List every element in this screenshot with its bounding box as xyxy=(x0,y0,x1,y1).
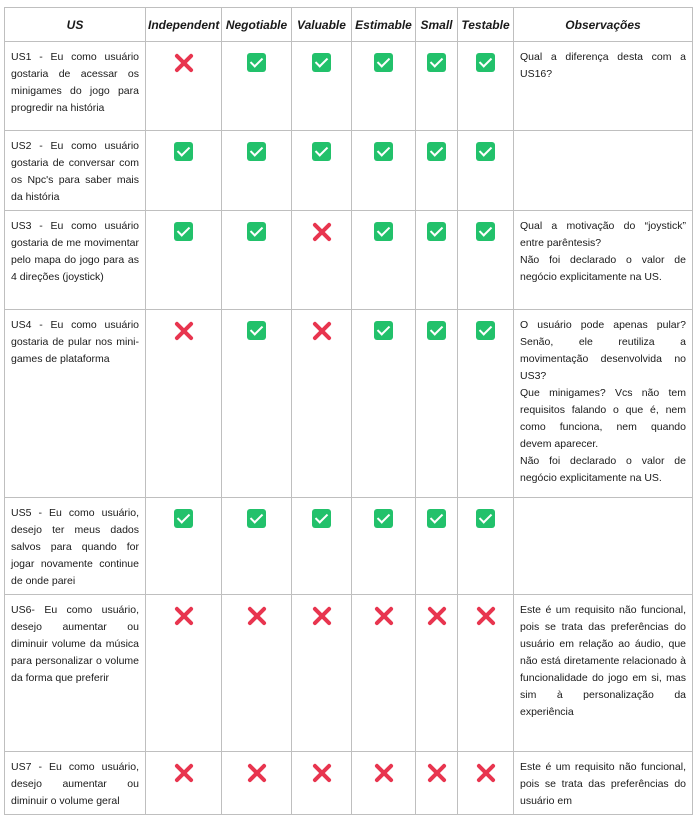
table-row xyxy=(5,752,693,815)
cross-icon xyxy=(374,763,394,783)
cross-icon xyxy=(174,53,194,73)
criterion-cell xyxy=(146,42,222,131)
check-icon xyxy=(476,321,495,340)
check-icon xyxy=(427,321,446,340)
check-icon xyxy=(374,142,393,161)
cross-icon xyxy=(427,606,447,626)
header-testable: Testable xyxy=(458,8,514,42)
user-story-text: US7 - Eu como usuário, desejo aumentar ou diminuir o volume geral xyxy=(5,752,146,815)
criterion-cell xyxy=(416,131,458,211)
criterion-cell xyxy=(222,595,292,752)
criterion-cell xyxy=(292,498,352,595)
criterion-cell xyxy=(458,595,514,752)
cross-icon xyxy=(247,763,267,783)
observation-text: Não foi declarado o valor de negócio explicitamente na US. xyxy=(520,455,686,484)
criterion-cell xyxy=(292,131,352,211)
check-icon xyxy=(427,509,446,528)
criterion-cell xyxy=(458,131,514,211)
check-icon xyxy=(476,509,495,528)
criterion-cell xyxy=(416,42,458,131)
check-icon xyxy=(476,142,495,161)
criterion-cell xyxy=(352,498,416,595)
check-icon xyxy=(174,509,193,528)
check-icon xyxy=(374,321,393,340)
cross-icon xyxy=(174,763,194,783)
header-negotiable: Negotiable xyxy=(222,8,292,42)
table-row xyxy=(5,310,693,498)
check-icon xyxy=(174,222,193,241)
cross-icon xyxy=(174,606,194,626)
criterion-cell xyxy=(352,595,416,752)
criterion-cell xyxy=(352,211,416,310)
check-icon xyxy=(247,53,266,72)
criterion-cell xyxy=(222,211,292,310)
header-estimable: Estimable xyxy=(352,8,416,42)
observation-text: O usuário pode apenas pular? Senão, ele reutiliza a movimentação desenvolvida no US3? xyxy=(520,319,686,382)
criterion-cell xyxy=(458,211,514,310)
header-us: US xyxy=(5,8,146,42)
check-icon xyxy=(476,222,495,241)
criterion-cell xyxy=(146,498,222,595)
criterion-cell xyxy=(458,498,514,595)
observation-cell xyxy=(514,310,693,498)
header-valuable: Valuable xyxy=(292,8,352,42)
cross-icon xyxy=(247,606,267,626)
observation-text: Qual a diferença desta com a US16? xyxy=(520,51,686,80)
criterion-cell xyxy=(146,310,222,498)
observation-cell xyxy=(514,752,693,815)
criterion-cell xyxy=(292,595,352,752)
header-independent: Independent xyxy=(146,8,222,42)
observation-text: Qual a motivação do “joystick” entre parêntesis? xyxy=(520,220,686,249)
criterion-cell xyxy=(458,752,514,815)
check-icon xyxy=(427,142,446,161)
observation-cell xyxy=(514,498,693,595)
check-icon xyxy=(174,142,193,161)
criterion-cell xyxy=(458,42,514,131)
cross-icon xyxy=(374,606,394,626)
criterion-cell xyxy=(222,131,292,211)
observation-cell xyxy=(514,211,693,310)
cross-icon xyxy=(427,763,447,783)
criterion-cell xyxy=(416,752,458,815)
observation-cell xyxy=(514,131,693,211)
criterion-cell xyxy=(222,498,292,595)
criterion-cell xyxy=(146,752,222,815)
check-icon xyxy=(476,53,495,72)
criterion-cell xyxy=(352,310,416,498)
check-icon xyxy=(247,222,266,241)
criterion-cell xyxy=(352,131,416,211)
check-icon xyxy=(312,509,331,528)
criterion-cell xyxy=(292,211,352,310)
table-row xyxy=(5,498,693,595)
check-icon xyxy=(247,142,266,161)
check-icon xyxy=(312,142,331,161)
criterion-cell xyxy=(146,131,222,211)
user-story-text: US4 - Eu como usuário gostaria de pular nos mini-games de plataforma xyxy=(5,310,146,498)
observation-text: Que minigames? Vcs não tem requisitos falando o que é, nem como funciona, nem quando devem aparecer. xyxy=(520,387,686,450)
criterion-cell xyxy=(222,42,292,131)
observation-cell xyxy=(514,42,693,131)
user-story-text: US1 - Eu como usuário gostaria de acessar os minigames do jogo para progredir na história xyxy=(5,42,146,131)
cross-icon xyxy=(476,606,496,626)
criterion-cell xyxy=(352,42,416,131)
cross-icon xyxy=(476,763,496,783)
user-story-text: US3 - Eu como usuário gostaria de me movimentar pelo mapa do jogo para as 4 direções (joystick) xyxy=(5,211,146,310)
invest-evaluation-table xyxy=(4,7,693,815)
check-icon xyxy=(312,53,331,72)
criterion-cell xyxy=(416,498,458,595)
user-story-text: US5 - Eu como usuário, desejo ter meus dados salvos para quando for jogar novamente continue de onde parei xyxy=(5,498,146,595)
table-body xyxy=(5,42,693,815)
observation-text: Não foi declarado o valor de negócio explicitamente na US. xyxy=(520,254,686,283)
cross-icon xyxy=(312,606,332,626)
header-observacoes: Observações xyxy=(514,8,693,42)
criterion-cell xyxy=(292,310,352,498)
check-icon xyxy=(374,509,393,528)
criterion-cell xyxy=(416,310,458,498)
criterion-cell xyxy=(352,752,416,815)
cross-icon xyxy=(174,321,194,341)
criterion-cell xyxy=(222,310,292,498)
check-icon xyxy=(427,222,446,241)
criterion-cell xyxy=(416,211,458,310)
observation-text: Este é um requisito não funcional, pois se trata das preferências do usuário em xyxy=(520,761,686,807)
user-story-text: US6- Eu como usuário, desejo aumentar ou diminuir volume da música para personalizar o volume da forma que preferir xyxy=(5,595,146,752)
check-icon xyxy=(374,222,393,241)
criterion-cell xyxy=(146,595,222,752)
table-row xyxy=(5,595,693,752)
criterion-cell xyxy=(222,752,292,815)
observation-text: Este é um requisito não funcional, pois se trata das preferências do usuário em relação ao áudio, que não está diretamente relacionado à funcionalidade do jogo em si, mas sim à personalização da experiência xyxy=(520,604,686,718)
criterion-cell xyxy=(292,752,352,815)
criterion-cell xyxy=(146,211,222,310)
header-small: Small xyxy=(416,8,458,42)
cross-icon xyxy=(312,222,332,242)
criterion-cell xyxy=(458,310,514,498)
header-row xyxy=(5,8,693,42)
check-icon xyxy=(374,53,393,72)
table-row xyxy=(5,42,693,131)
table-row xyxy=(5,211,693,310)
check-icon xyxy=(427,53,446,72)
check-icon xyxy=(247,509,266,528)
table-row xyxy=(5,131,693,211)
observation-cell xyxy=(514,595,693,752)
cross-icon xyxy=(312,763,332,783)
check-icon xyxy=(247,321,266,340)
user-story-text: US2 - Eu como usuário gostaria de conversar com os Npc's para saber mais da história xyxy=(5,131,146,211)
cross-icon xyxy=(312,321,332,341)
criterion-cell xyxy=(292,42,352,131)
criterion-cell xyxy=(416,595,458,752)
